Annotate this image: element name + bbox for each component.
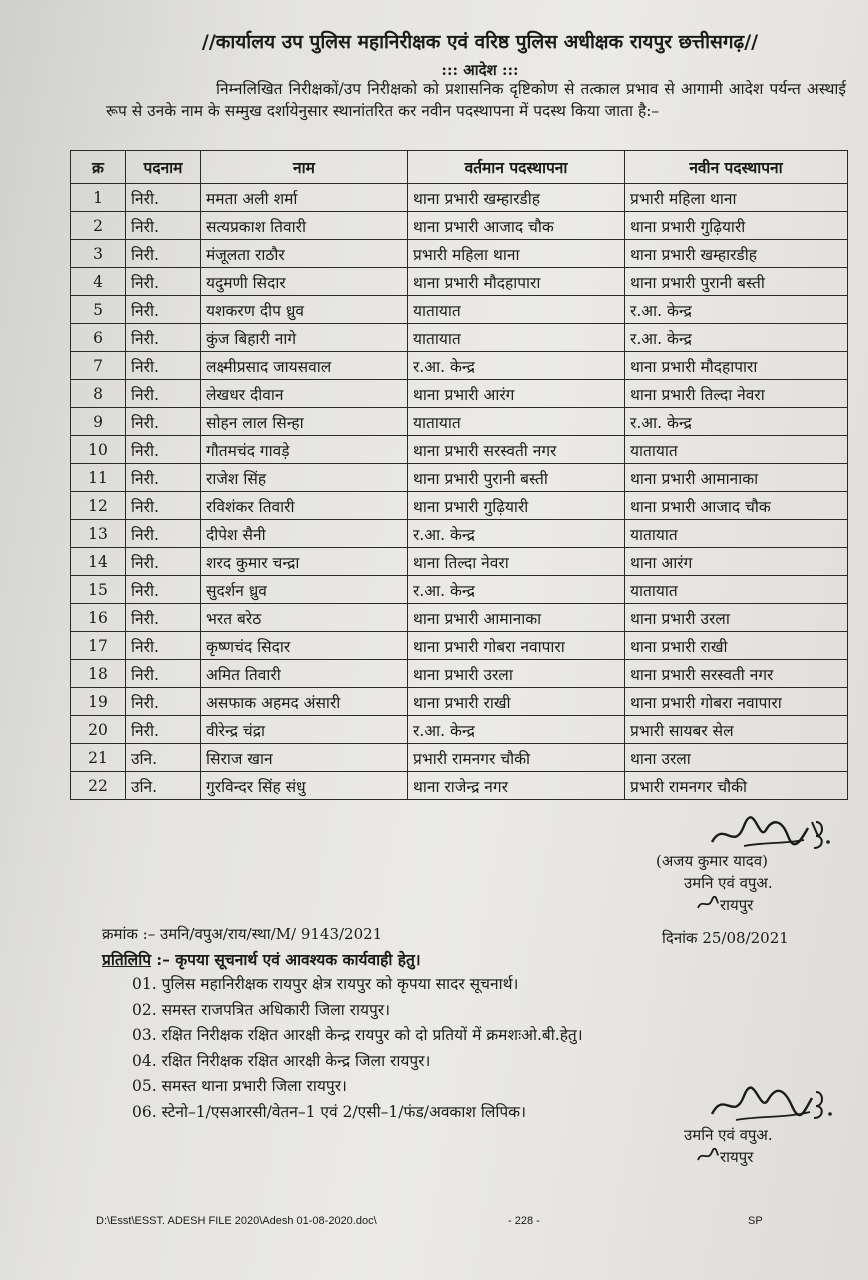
table-row [71,548,848,576]
cell-current-posting: प्रभारी महिला थाना [408,240,625,268]
cell-name: गुरविन्दर सिंह संधु [201,772,408,800]
cell-current-posting: थाना प्रभारी राखी [408,688,625,716]
table-row [71,296,848,324]
list-item: 01. पुलिस महानिरीक्षक रायपुर क्षेत्र रायपुर को कृपया सादर सूचनार्थ। [132,975,519,993]
cell-name: सोहन लाल सिन्हा [201,408,408,436]
cell-serial: 1 [71,184,126,212]
cell-new-posting: प्रभारी सायबर सेल [625,716,848,744]
table-header-row [71,151,848,184]
cell-name: शरद कुमार चन्द्रा [201,548,408,576]
footer-sp: SP [748,1215,763,1227]
table-row [71,464,848,492]
footer-page-number: - 228 - [508,1215,540,1227]
cell-serial: 19 [71,688,126,716]
cell-rank: निरी. [126,716,201,744]
cell-current-posting: थाना राजेन्द्र नगर [408,772,625,800]
cell-current-posting: थाना प्रभारी गुढ़ियारी [408,492,625,520]
table-row [71,772,848,800]
cell-current-posting: थाना प्रभारी खम्हारडीह [408,184,625,212]
cell-name: भरत बरेठ [201,604,408,632]
cell-current-posting: थाना प्रभारी गोबरा नवापारा [408,632,625,660]
cell-rank: निरी. [126,632,201,660]
cell-serial: 16 [71,604,126,632]
table-body [71,184,848,800]
table-row [71,240,848,268]
order-number: क्रमांक :– उमनि/वपुअ/राय/स्था/M/ 9143/2021 [102,925,383,943]
cell-new-posting: थाना प्रभारी राखी [625,632,848,660]
initial-scribble-icon [696,896,720,912]
cell-serial: 12 [71,492,126,520]
table-row [71,380,848,408]
cell-name: अमित तिवारी [201,660,408,688]
cell-rank: निरी. [126,352,201,380]
cell-current-posting: थाना प्रभारी आजाद चौक [408,212,625,240]
cell-rank: उनि. [126,772,201,800]
cell-rank: निरी. [126,212,201,240]
transfer-table [70,150,848,800]
table-row [71,632,848,660]
cell-name: दीपेश सैनी [201,520,408,548]
cell-name: गौतमचंद गावड़े [201,436,408,464]
signatory-place: रायपुर [656,894,856,916]
cell-new-posting: र.आ. केन्द्र [625,324,848,352]
col-header-rank: पदनाम [126,151,201,184]
cell-name: यदुमणी सिदार [201,268,408,296]
cell-new-posting: थाना प्रभारी आमानाका [625,464,848,492]
cell-new-posting: थाना प्रभारी उरला [625,604,848,632]
cell-rank: निरी. [126,240,201,268]
cell-new-posting: थाना प्रभारी तिल्दा नेवरा [625,380,848,408]
cell-serial: 15 [71,576,126,604]
copy-separator: :– [151,950,176,969]
cell-name: सिराज खान [201,744,408,772]
cell-name: मंजूलता राठौर [201,240,408,268]
table-row [71,492,848,520]
cell-current-posting: यातायात [408,296,625,324]
cell-current-posting: थाना प्रभारी आरंग [408,380,625,408]
table-row [71,212,848,240]
cell-name: सत्यप्रकाश तिवारी [201,212,408,240]
cell-name: असफाक अहमद अंसारी [201,688,408,716]
cell-current-posting: थाना प्रभारी सरस्वती नगर [408,436,625,464]
signatory-place-2: रायपुर [684,1146,854,1168]
cell-name: सुदर्शन ध्रुव [201,576,408,604]
cell-new-posting: प्रभारी महिला थाना [625,184,848,212]
cell-new-posting: थाना प्रभारी आजाद चौक [625,492,848,520]
cell-current-posting: थाना प्रभारी मौदहापारा [408,268,625,296]
cell-name: वीरेन्द्र चंद्रा [201,716,408,744]
cell-current-posting: थाना तिल्दा नेवरा [408,548,625,576]
table-row [71,268,848,296]
cell-rank: निरी. [126,436,201,464]
cell-serial: 18 [71,660,126,688]
copy-heading [102,948,421,970]
table-row [71,716,848,744]
cell-new-posting: थाना प्रभारी मौदहापारा [625,352,848,380]
cell-rank: निरी. [126,576,201,604]
table-row [71,436,848,464]
cell-name: राजेश सिंह [201,464,408,492]
order-date: दिनांक 25/08/2021 [662,929,789,947]
table-row [71,352,848,380]
table-row [71,520,848,548]
copy-label: प्रतिलिपि [102,950,152,969]
list-item: 05. समस्त थाना प्रभारी जिला रायपुर। [132,1077,347,1095]
list-item: 06. स्टेनो–1/एसआरसी/वेतन–1 एवं 2/एसी–1/फंड/अवकाश लिपिक। [132,1102,526,1121]
intro-text: निम्नलिखित निरीक्षकों/उप निरीक्षको को प्रशासनिक दृष्टिकोण से तत्काल प्रभाव से आगामी आदेश पर्यन्त अस्थाई रूप से उनके नाम के सम्मुख दर्शायेनुसार स्थानांतरित कर नवीन पदस्थापना में पदस्थ किया जाता है:– [106,80,846,120]
footer-file-path: D:\Esst\ESST. ADESH FILE 2020\Adesh 01-08-2020.doc\ [96,1215,377,1227]
cell-rank: निरी. [126,184,201,212]
cell-name: लक्ष्मीप्रसाद जायसवाल [201,352,408,380]
office-title: //कार्यालय उप पुलिस महानिरीक्षक एवं वरिष्ठ पुलिस अधीक्षक रायपुर छत्तीसगढ़// [201,31,759,53]
table-row [71,688,848,716]
table-row [71,324,848,352]
cell-serial: 2 [71,212,126,240]
cell-rank: निरी. [126,464,201,492]
cell-serial: 20 [71,716,126,744]
signature-scribble-2 [706,1080,836,1130]
cell-new-posting: र.आ. केन्द्र [625,296,848,324]
cell-serial: 6 [71,324,126,352]
signature-block-2 [684,1124,854,1168]
cell-serial: 5 [71,296,126,324]
cell-rank: निरी. [126,492,201,520]
cell-current-posting: थाना प्रभारी पुरानी बस्ती [408,464,625,492]
cell-rank: निरी. [126,520,201,548]
list-item: 04. रक्षित निरीक्षक रक्षित आरक्षी केन्द्र जिला रायपुर। [132,1051,431,1070]
cell-rank: निरी. [126,296,201,324]
cell-new-posting: र.आ. केन्द्र [625,408,848,436]
col-header-name: नाम [201,151,408,184]
cell-current-posting: थाना प्रभारी उरला [408,660,625,688]
cell-name: रविशंकर तिवारी [201,492,408,520]
cell-rank: निरी. [126,548,201,576]
col-header-serial: क्र [71,151,126,184]
cell-name: लेखधर दीवान [201,380,408,408]
table-row [71,576,848,604]
table-row [71,604,848,632]
cell-rank: निरी. [126,604,201,632]
cell-name: यशकरण दीप ध्रुव [201,296,408,324]
cell-new-posting: थाना प्रभारी खम्हारडीह [625,240,848,268]
cell-new-posting: थाना प्रभारी पुरानी बस्ती [625,268,848,296]
cell-current-posting: थाना प्रभारी आमानाका [408,604,625,632]
cell-serial: 9 [71,408,126,436]
signatory-designation: उमनि एवं वपुअ. [684,874,773,892]
cell-serial: 22 [71,772,126,800]
order-heading: ::: आदेश ::: [441,61,519,79]
table-row [71,660,848,688]
cell-serial: 11 [71,464,126,492]
cell-current-posting: र.आ. केन्द्र [408,520,625,548]
cell-rank: निरी. [126,268,201,296]
cell-new-posting: थाना प्रभारी सरस्वती नगर [625,660,848,688]
cell-new-posting: थाना प्रभारी गोबरा नवापारा [625,688,848,716]
cell-rank: निरी. [126,688,201,716]
table-row [71,408,848,436]
initial-scribble-icon [696,1148,720,1164]
cell-new-posting: यातायात [625,520,848,548]
cell-serial: 8 [71,380,126,408]
cell-new-posting: यातायात [625,436,848,464]
list-item: 03. रक्षित निरीक्षक रक्षित आरक्षी केन्द्र रायपुर को दो प्रतियों में क्रमशःओ.बी.हेतु। [132,1026,583,1044]
signature-block [656,812,856,916]
cell-current-posting: र.आ. केन्द्र [408,576,625,604]
cell-current-posting: प्रभारी रामनगर चौकी [408,744,625,772]
cell-new-posting: प्रभारी रामनगर चौकी [625,772,848,800]
signatory-name: (अजय कुमार यादव) [656,852,768,870]
cell-serial: 17 [71,632,126,660]
cell-new-posting: थाना आरंग [625,548,848,576]
list-item: 02. समस्त राजपत्रित अधिकारी जिला रायपुर। [132,1000,391,1019]
cell-new-posting: यातायात [625,576,848,604]
cell-serial: 21 [71,744,126,772]
cell-name: कुंज बिहारी नागे [201,324,408,352]
cell-current-posting: यातायात [408,408,625,436]
cell-name: कृष्णचंद सिदार [201,632,408,660]
cell-new-posting: थाना उरला [625,744,848,772]
cell-current-posting: र.आ. केन्द्र [408,352,625,380]
cell-rank: निरी. [126,324,201,352]
cell-rank: निरी. [126,380,201,408]
cell-rank: उनि. [126,744,201,772]
cell-rank: निरी. [126,408,201,436]
signatory-designation-2: उमनि एवं वपुअ. [684,1126,773,1144]
copy-recipient-list [132,972,583,1125]
cell-serial: 3 [71,240,126,268]
cell-name: ममता अली शर्मा [201,184,408,212]
cell-current-posting: र.आ. केन्द्र [408,716,625,744]
col-header-new-posting: नवीन पदस्थापना [625,151,848,184]
table-row [71,184,848,212]
cell-new-posting: थाना प्रभारी गुढ़ियारी [625,212,848,240]
cell-rank: निरी. [126,660,201,688]
table-row [71,744,848,772]
intro-paragraph [106,78,846,122]
copy-text: कृपया सूचनार्थ एवं आवश्यक कार्यवाही हेतु। [175,950,421,969]
cell-serial: 4 [71,268,126,296]
cell-serial: 13 [71,520,126,548]
cell-serial: 7 [71,352,126,380]
cell-serial: 14 [71,548,126,576]
col-header-current-posting: वर्तमान पदस्थापना [408,151,625,184]
cell-current-posting: यातायात [408,324,625,352]
cell-serial: 10 [71,436,126,464]
